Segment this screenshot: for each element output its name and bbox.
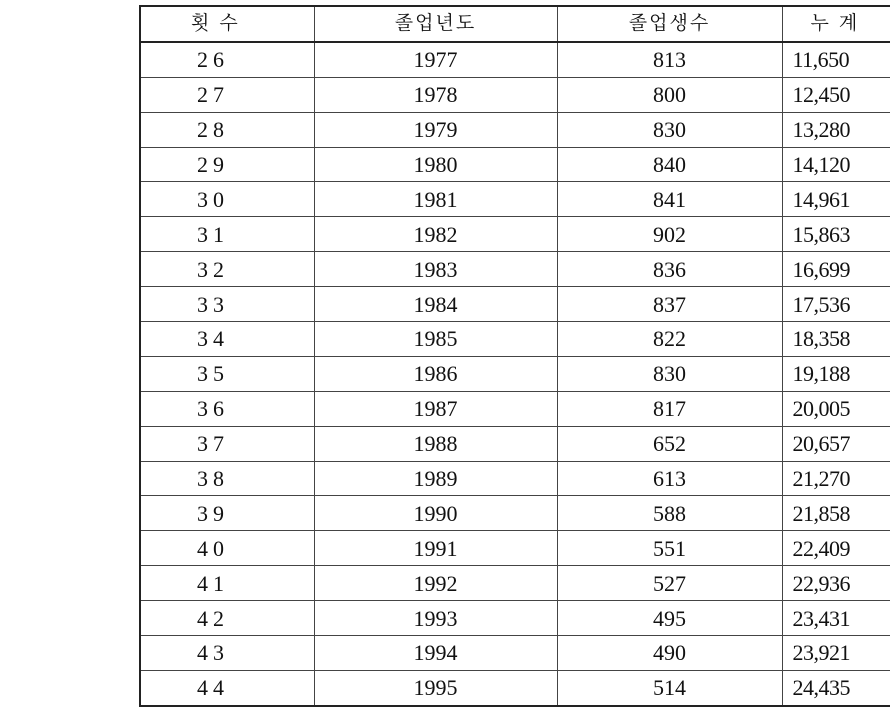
header-count: 횟 수 <box>140 6 314 42</box>
row-year-cell: 1991 <box>314 531 557 566</box>
table-row <box>140 670 890 705</box>
row-count-cell: 32 <box>140 252 314 287</box>
row-cumulative-cell: 19,188 <box>782 356 890 391</box>
row-year-cell: 1989 <box>314 461 557 496</box>
table-row <box>140 426 890 461</box>
row-count-cell: 44 <box>140 670 314 705</box>
row-cumulative-cell: 14,120 <box>782 147 890 182</box>
table-row <box>140 252 890 287</box>
row-cumulative-cell: 22,409 <box>782 531 890 566</box>
row-cumulative-cell: 23,921 <box>782 636 890 671</box>
row-graduates-cell: 837 <box>557 287 782 322</box>
row-count-cell: 43 <box>140 636 314 671</box>
row-count-cell: 35 <box>140 356 314 391</box>
row-year-cell: 1981 <box>314 182 557 217</box>
row-count-cell: 38 <box>140 461 314 496</box>
row-graduates-cell: 830 <box>557 356 782 391</box>
row-count-cell: 42 <box>140 601 314 636</box>
table-row <box>140 496 890 531</box>
row-count-cell: 28 <box>140 112 314 147</box>
table-row <box>140 287 890 322</box>
table-row <box>140 461 890 496</box>
row-count-cell: 31 <box>140 217 314 252</box>
table-row <box>140 77 890 112</box>
row-count-cell: 37 <box>140 426 314 461</box>
row-count-cell: 29 <box>140 147 314 182</box>
row-year-cell: 1990 <box>314 496 557 531</box>
header-graduation-year: 졸업년도 <box>314 6 557 42</box>
row-year-cell: 1978 <box>314 77 557 112</box>
row-cumulative-cell: 18,358 <box>782 322 890 357</box>
row-graduates-cell: 588 <box>557 496 782 531</box>
row-cumulative-cell: 23,431 <box>782 601 890 636</box>
row-graduates-cell: 902 <box>557 217 782 252</box>
row-year-cell: 1988 <box>314 426 557 461</box>
row-cumulative-cell: 21,270 <box>782 461 890 496</box>
row-cumulative-cell: 16,699 <box>782 252 890 287</box>
table-row <box>140 182 890 217</box>
row-year-cell: 1987 <box>314 391 557 426</box>
row-graduates-cell: 830 <box>557 112 782 147</box>
row-cumulative-cell: 13,280 <box>782 112 890 147</box>
row-cumulative-cell: 22,936 <box>782 566 890 601</box>
row-graduates-cell: 817 <box>557 391 782 426</box>
row-count-cell: 41 <box>140 566 314 601</box>
header-cumulative: 누 계 <box>782 6 890 42</box>
row-cumulative-cell: 14,961 <box>782 182 890 217</box>
row-count-cell: 26 <box>140 42 314 77</box>
row-graduates-cell: 652 <box>557 426 782 461</box>
table-row <box>140 391 890 426</box>
table-row <box>140 601 890 636</box>
row-year-cell: 1985 <box>314 322 557 357</box>
row-cumulative-cell: 17,536 <box>782 287 890 322</box>
table-row <box>140 112 890 147</box>
row-count-cell: 33 <box>140 287 314 322</box>
row-year-cell: 1980 <box>314 147 557 182</box>
row-cumulative-cell: 12,450 <box>782 77 890 112</box>
row-graduates-cell: 551 <box>557 531 782 566</box>
table-body <box>140 42 890 706</box>
graduates-table <box>139 5 890 707</box>
table-row <box>140 356 890 391</box>
row-graduates-cell: 841 <box>557 182 782 217</box>
row-year-cell: 1984 <box>314 287 557 322</box>
row-year-cell: 1994 <box>314 636 557 671</box>
row-count-cell: 27 <box>140 77 314 112</box>
row-cumulative-cell: 20,657 <box>782 426 890 461</box>
table-row <box>140 531 890 566</box>
row-graduates-cell: 836 <box>557 252 782 287</box>
row-year-cell: 1979 <box>314 112 557 147</box>
row-count-cell: 40 <box>140 531 314 566</box>
row-year-cell: 1983 <box>314 252 557 287</box>
row-count-cell: 30 <box>140 182 314 217</box>
row-cumulative-cell: 20,005 <box>782 391 890 426</box>
table-row <box>140 636 890 671</box>
row-year-cell: 1977 <box>314 42 557 77</box>
table-row <box>140 217 890 252</box>
row-year-cell: 1995 <box>314 670 557 705</box>
row-graduates-cell: 527 <box>557 566 782 601</box>
row-graduates-cell: 495 <box>557 601 782 636</box>
row-cumulative-cell: 24,435 <box>782 670 890 705</box>
row-graduates-cell: 840 <box>557 147 782 182</box>
row-count-cell: 34 <box>140 322 314 357</box>
row-year-cell: 1986 <box>314 356 557 391</box>
row-cumulative-cell: 15,863 <box>782 217 890 252</box>
table-row <box>140 147 890 182</box>
row-year-cell: 1993 <box>314 601 557 636</box>
table-row <box>140 42 890 77</box>
row-graduates-cell: 813 <box>557 42 782 77</box>
table-header-row <box>140 6 890 42</box>
row-count-cell: 36 <box>140 391 314 426</box>
row-cumulative-cell: 21,858 <box>782 496 890 531</box>
table-row <box>140 566 890 601</box>
row-graduates-cell: 514 <box>557 670 782 705</box>
header-graduate-count: 졸업생수 <box>557 6 782 42</box>
row-year-cell: 1982 <box>314 217 557 252</box>
row-count-cell: 39 <box>140 496 314 531</box>
table-row <box>140 322 890 357</box>
row-year-cell: 1992 <box>314 566 557 601</box>
row-graduates-cell: 490 <box>557 636 782 671</box>
row-graduates-cell: 613 <box>557 461 782 496</box>
row-cumulative-cell: 11,650 <box>782 42 890 77</box>
row-graduates-cell: 800 <box>557 77 782 112</box>
row-graduates-cell: 822 <box>557 322 782 357</box>
graduates-table-container <box>139 5 890 707</box>
